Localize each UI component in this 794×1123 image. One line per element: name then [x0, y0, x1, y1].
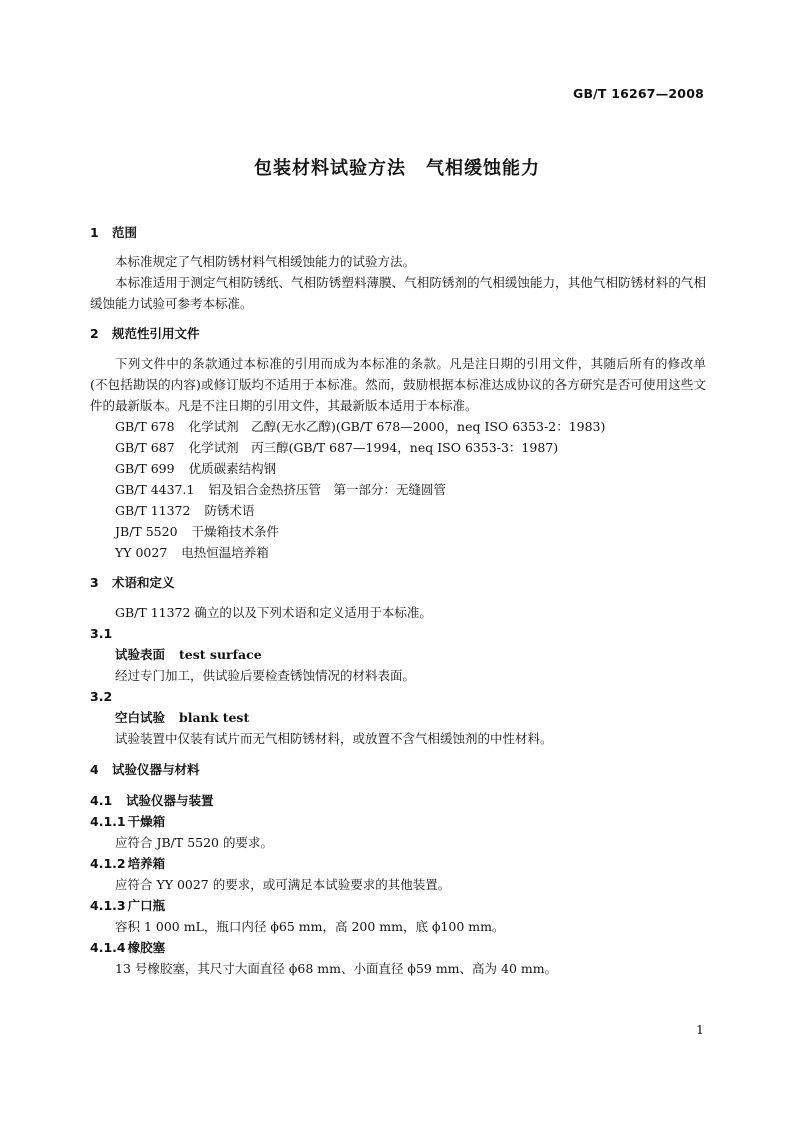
term-definition: 试验装置中仅装有试片而无气相防锈材料，或放置不含气相缓蚀剂的中性材料。 — [115, 731, 553, 746]
reference-code: GB/T 11372 — [115, 503, 191, 518]
reference-title: 优质碳素结构钢 — [188, 461, 277, 476]
reference-code: JB/T 5520 — [115, 524, 178, 539]
term-heading — [90, 644, 706, 665]
page-number: 1 — [696, 1022, 704, 1037]
reference-item — [90, 416, 706, 437]
title-main: 包装材料试验方法 — [254, 158, 406, 179]
item-heading — [90, 937, 706, 958]
section-number: 3 — [90, 575, 99, 590]
item-number: 4.1.4 — [90, 940, 126, 955]
subsection-number: 4.1 — [90, 793, 113, 808]
reference-item — [90, 479, 706, 500]
term-definition: 经过专门加工，供试验后要检查锈蚀情况的材料表面。 — [115, 668, 416, 683]
reference-title: 防锈术语 — [204, 503, 255, 518]
reference-title: 干燥箱技术条件 — [191, 524, 280, 539]
section-3-heading — [90, 572, 706, 593]
term-zh: 试验表面 — [115, 647, 166, 662]
paragraph: GB/T 11372 确立的以及下列术语和定义适用于本标准。 — [115, 605, 432, 620]
reference-code: GB/T 4437.1 — [115, 482, 195, 497]
item-title: 橡胶塞 — [127, 940, 166, 955]
term-heading — [90, 707, 706, 728]
section-1-heading — [90, 222, 706, 243]
reference-item — [90, 458, 706, 479]
reference-code: GB/T 699 — [115, 461, 175, 476]
item-title: 培养箱 — [127, 856, 166, 871]
section-title: 试验仪器与材料 — [112, 762, 200, 777]
reference-title: 铝及铝合金热挤压管 第一部分：无缝圆管 — [208, 482, 446, 497]
paragraph: 下列文件中的条款通过本标准的引用而成为本标准的条款。凡是注日期的引用文件，其随后所有的修改单(不包括勘误的内容)或修订版均不适用于本标准。然而，鼓励根据本标准达成协议的各方研究是否可使用这些文件的最新版本。凡是不注日期的引用文件，其最新版本适用于本标准。 — [90, 356, 706, 413]
reference-title: 电热恒温培养箱 — [181, 545, 269, 560]
reference-code: GB/T 678 — [115, 419, 175, 434]
item-text: 13 号橡胶塞，其尺寸大面直径 ϕ68 mm、小面直径 ϕ59 mm、高为 40 mm。 — [115, 961, 558, 976]
item-number: 4.1.2 — [90, 856, 126, 871]
term-en: test surface — [179, 647, 262, 662]
item-number: 4.1.3 — [90, 898, 126, 913]
reference-code: GB/T 687 — [115, 440, 175, 455]
section-number: 1 — [90, 225, 99, 240]
term-zh: 空白试验 — [115, 710, 166, 725]
document-title — [0, 154, 794, 180]
item-text: 应符合 YY 0027 的要求，或可满足本试验要求的其他装置。 — [115, 877, 451, 892]
item-title: 干燥箱 — [127, 814, 166, 829]
reference-item — [90, 500, 706, 521]
document-body — [90, 222, 706, 979]
term-en: blank test — [179, 710, 250, 725]
item-heading — [90, 811, 706, 832]
term-number: 3.2 — [90, 689, 113, 704]
section-4-heading — [90, 759, 706, 780]
subsection-heading — [90, 790, 706, 811]
section-2-heading — [90, 323, 706, 344]
paragraph: 本标准适用于测定气相防锈纸、气相防锈塑料薄膜、气相防锈剂的气相缓蚀能力，其他气相防锈材料的气相缓蚀能力试验可参考本标准。 — [90, 275, 706, 311]
section-title: 范围 — [112, 225, 138, 240]
title-sub: 气相缓蚀能力 — [426, 158, 540, 179]
item-heading — [90, 853, 706, 874]
reference-code: YY 0027 — [115, 545, 168, 560]
section-title: 术语和定义 — [112, 575, 175, 590]
subsection-title: 试验仪器与装置 — [126, 793, 214, 808]
item-number: 4.1.1 — [90, 814, 126, 829]
term-number: 3.1 — [90, 626, 113, 641]
item-heading — [90, 895, 706, 916]
section-number: 2 — [90, 326, 99, 341]
section-title: 规范性引用文件 — [112, 326, 200, 341]
reference-title: 化学试剂 丙三醇(GB/T 687—1994，neq ISO 6353-3：1987) — [188, 440, 559, 455]
reference-item — [90, 437, 706, 458]
reference-item — [90, 521, 706, 542]
section-number: 4 — [90, 762, 99, 777]
reference-title: 化学试剂 乙醇(无水乙醇)(GB/T 678—2000，neq ISO 6353-2：1983) — [188, 419, 606, 434]
item-title: 广口瓶 — [127, 898, 166, 913]
item-text: 应符合 JB/T 5520 的要求。 — [115, 835, 273, 850]
item-text: 容积 1 000 mL，瓶口内径 ϕ65 mm，高 200 mm，底 ϕ100 mm。 — [115, 919, 505, 934]
paragraph: 本标准规定了气相防锈材料气相缓蚀能力的试验方法。 — [115, 254, 416, 269]
standard-code: GB/T 16267—2008 — [572, 86, 704, 101]
reference-item — [90, 542, 706, 563]
